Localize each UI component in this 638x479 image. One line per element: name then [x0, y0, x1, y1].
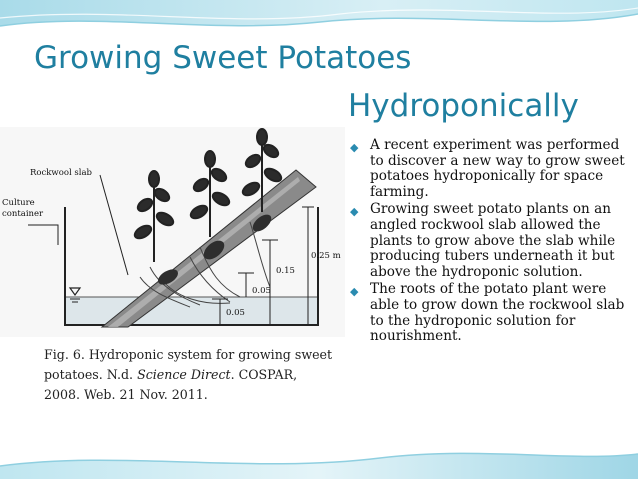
- slide-title-line1: Growing Sweet Potatoes: [34, 40, 412, 76]
- culture-container-label-line2: container: [2, 209, 44, 219]
- dimension-label-005-upper: 0.05: [252, 286, 271, 296]
- bullet-text: The roots of the potato plant were able to grow down the rockwool slab to the hydroponic solution for nourishment.: [370, 281, 625, 345]
- bottom-wave-decoration: [0, 444, 638, 479]
- dimension-label-015: 0.15: [276, 266, 295, 276]
- bullet-marker-icon: ◆: [350, 285, 359, 299]
- bullet-item: [346, 282, 628, 344]
- bullet-marker-icon: ◆: [350, 205, 359, 219]
- hydroponic-system-figure: [0, 127, 345, 337]
- figure-caption: [44, 345, 334, 405]
- slide-title-line2: Hydroponically: [348, 88, 579, 124]
- bullet-marker-icon: ◆: [350, 141, 359, 154]
- rockwool-slab-label: Rockwool slab: [30, 168, 92, 178]
- caption-prefix: Fig. 6. Hydroponic system for growing sweet potatoes. N.d.: [44, 347, 333, 382]
- bullet-item: [346, 138, 628, 200]
- dimension-label-005-lower: 0.05: [226, 308, 245, 318]
- caption-source: Science Direct: [137, 367, 231, 382]
- bullet-text: A recent experiment was performed to discover a new way to grow sweet potatoes hydroponically for space farming.: [370, 137, 625, 200]
- bullet-item: [346, 202, 628, 280]
- culture-container-label-line1: Culture: [2, 198, 35, 208]
- bullet-text: Growing sweet potato plants on an angled rockwool slab allowed the plants to grow above the slab while producing tubers underneath it but above the hydroponic solution.: [370, 201, 616, 280]
- caption-suffix: . COSPAR, 2008. Web. 21 Nov. 2011.: [44, 367, 298, 402]
- top-wave-decoration: [0, 0, 638, 40]
- dimension-label-025: 0.25 m: [311, 251, 341, 261]
- bullet-list: [346, 138, 628, 347]
